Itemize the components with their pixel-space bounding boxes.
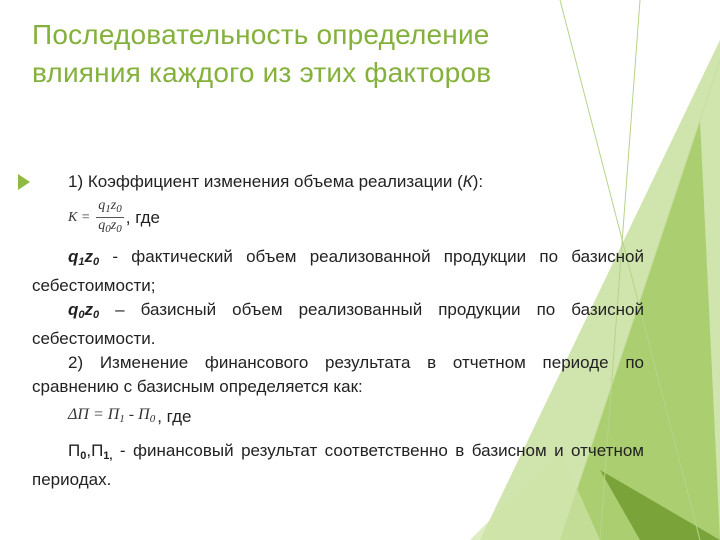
def-1-z: z <box>84 247 94 266</box>
def-1-z-sub: 0 <box>93 256 100 268</box>
formula-2-sub1: 1 <box>119 413 125 425</box>
item-1-text: 1) Коэффициент изменения объема реализации ( <box>68 172 463 191</box>
def-3-p1-sub: 1, <box>103 450 113 462</box>
formula-2-sub0: 0 <box>149 413 156 425</box>
def-1-q: q <box>68 247 79 266</box>
formula-2-row <box>32 403 644 431</box>
num-z-sub: 0 <box>116 203 122 215</box>
den-z: z <box>110 218 117 233</box>
num-z: z <box>110 198 117 213</box>
item-1 <box>32 170 644 194</box>
formula-2-minus: - П <box>124 406 150 423</box>
formula-1-numerator <box>96 198 123 218</box>
def-3-p: П <box>68 441 81 460</box>
formula-1-fraction <box>96 198 123 237</box>
def-2-q: q <box>68 300 79 319</box>
item-2: 2) Изменение финансового результата в отчетном периоде по сравнению с базисным определяется как: <box>32 353 644 396</box>
den-q-sub: 0 <box>105 223 111 235</box>
def-1-q-sub: 1 <box>78 256 85 268</box>
den-q: q <box>98 218 106 233</box>
slide-body <box>32 170 644 492</box>
formula-2-suffix: , где <box>157 407 192 426</box>
num-q-sub: 1 <box>105 203 111 215</box>
item-1-close: ): <box>472 172 484 191</box>
def-3-text: - финансовый результат соответственно в базисном и отчетном периодах. <box>32 441 644 489</box>
formula-2 <box>68 403 155 431</box>
title-line-1: Последовательность определение <box>32 19 490 50</box>
formula-1-denominator <box>96 218 123 237</box>
def-1-text: - фактический объем реализованной продукции по базисной себестоимости; <box>32 247 644 295</box>
def-1-symbol <box>68 247 99 266</box>
slide-title <box>32 16 592 92</box>
definition-1 <box>32 245 644 298</box>
num-q: q <box>98 198 106 213</box>
definition-2 <box>32 298 644 351</box>
def-2-text: – базисный объем реализованный продукции по базисной себестоимости. <box>32 300 644 348</box>
formula-2-expr: ΔП = П <box>68 406 120 423</box>
def-2-symbol <box>68 300 99 319</box>
def-3-p1: ,П <box>86 441 104 460</box>
definition-3 <box>32 439 644 492</box>
title-line-2: влияния каждого из этих факторов <box>32 57 492 88</box>
formula-1-lhs: K = <box>68 209 91 225</box>
def-2-q-sub: 0 <box>78 309 85 321</box>
def-3-p0-sub: 0 <box>80 450 87 462</box>
den-z-sub: 0 <box>116 223 122 235</box>
formula-1 <box>68 198 124 237</box>
bullet-arrow-icon <box>18 174 30 190</box>
def-2-z: z <box>84 300 94 319</box>
formula-1-row <box>32 198 644 237</box>
def-2-z-sub: 0 <box>93 309 100 321</box>
formula-1-suffix: , где <box>125 207 161 227</box>
item-1-symbol: К <box>462 172 473 191</box>
